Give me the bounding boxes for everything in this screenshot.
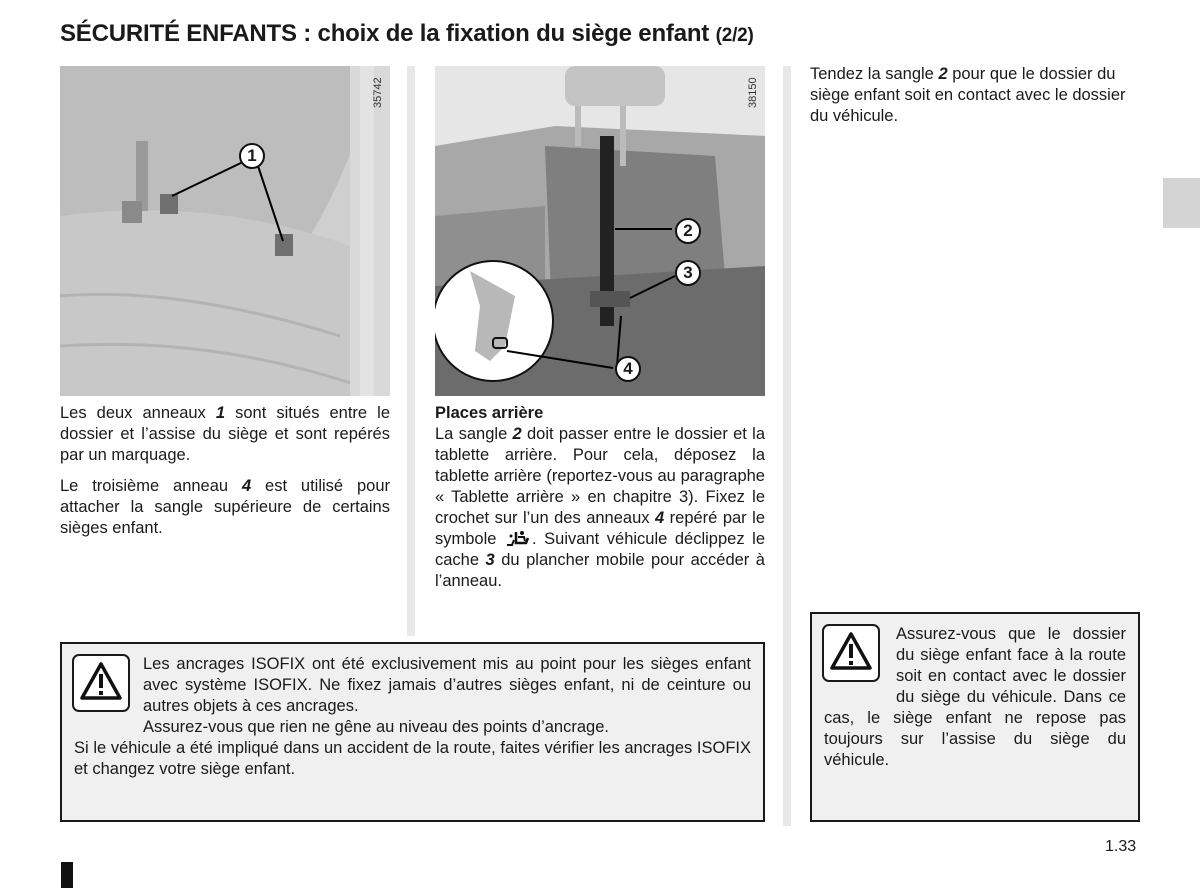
text-fragment: Le troisième anneau: [60, 477, 242, 495]
text-fragment: du plancher mobile pour accéder à l’anneau.: [435, 551, 765, 590]
left-column-text: [60, 403, 390, 549]
page-title-suffix: (2/2): [715, 25, 754, 46]
page-number: 1.33: [1105, 838, 1137, 855]
warning-text-1: Les ancrages ISOFIX ont été exclusivement mis au point pour les sièges enfant avec système ISOFIX. Ne fixez jamais d’autres sièges enfant, ni de ceinture ou autres objets à ces ancrages.: [143, 655, 751, 715]
ref-number: 2: [512, 425, 522, 443]
callout-4: 4: [615, 356, 641, 382]
middle-column-text: [435, 403, 765, 592]
text-fragment: est utilisé pour attacher la sangle supérieure de certains sièges enfant.: [60, 477, 390, 537]
ref-number: 1: [215, 404, 226, 422]
rear-seat-illustration: [60, 66, 390, 396]
ref-number: 3: [485, 551, 495, 569]
text-fragment: sont situés entre le dossier et l’assise du siège et sont repérés par un marquage.: [60, 404, 390, 464]
text-fragment: pour que le dossier du siège enfant soit en contact avec le dossier du véhicule.: [810, 65, 1126, 125]
paragraph: [60, 476, 390, 539]
text-fragment: Les deux anneaux: [60, 404, 216, 422]
page-title-text: SÉCURITÉ ENFANTS : choix de la fixation du siège enfant: [60, 20, 710, 47]
text-fragment: repéré par le symbole: [435, 509, 765, 548]
warning-text-content: Assurez-vous que le dossier du siège enfant face à la route soit en contact avec le dossier du siège du véhicule. Dans ce cas, le siège enfant ne repose pas toujours sur l’assise du siège du véhicule.: [824, 625, 1126, 769]
section-heading: Places arrière: [435, 404, 544, 422]
page-title: [60, 20, 754, 48]
warning-text-3: Si le véhicule a été impliqué dans un accident de la route, faites vérifier les ancrages ISOFIX et changez votre siège enfant.: [74, 739, 751, 778]
figure-ref-number: 38150: [747, 77, 759, 108]
isofix-warning-box: [60, 642, 765, 822]
warning-text: [824, 624, 1126, 771]
seat-contact-warning-box: [810, 612, 1140, 822]
warning-text-2: Assurez-vous que rien ne gêne au niveau des points d’ancrage.: [143, 718, 609, 736]
paragraph: [60, 403, 390, 466]
chapter-tab-marker: [1163, 178, 1200, 228]
column-divider: [407, 66, 415, 636]
right-column-text: [810, 64, 1140, 127]
callout-1: 1: [239, 143, 265, 169]
ref-number: 4: [241, 477, 252, 495]
column-divider: [783, 66, 791, 826]
text-fragment: La sangle: [435, 425, 513, 443]
ref-number: 2: [938, 65, 948, 83]
callout-3: 3: [675, 260, 701, 286]
page-corner-mark: [61, 862, 73, 888]
callout-2: 2: [675, 218, 701, 244]
text-fragment: Tendez la sangle: [810, 65, 939, 83]
paragraph: [435, 424, 765, 592]
trunk-illustration: [435, 66, 765, 396]
isofix-child-seat-icon: [504, 529, 532, 547]
text-fragment: doit passer entre le dossier et la tablette arrière. Pour cela, déposez la tablette arrière (reportez-vous au paragraphe « Tablette arrière » en chapitre 3). Fixez le crochet sur l’un des anneaux: [435, 425, 765, 527]
text-fragment: . Suivant véhicule déclippez le cache: [435, 530, 765, 569]
rear-seat-anchor-photo: [60, 66, 390, 396]
figure-ref-number: 35742: [372, 77, 384, 108]
float-spacer: [824, 624, 896, 698]
trunk-strap-photo: [435, 66, 765, 396]
warning-triangle-icon: [72, 654, 130, 712]
ref-number: 4: [655, 509, 665, 527]
